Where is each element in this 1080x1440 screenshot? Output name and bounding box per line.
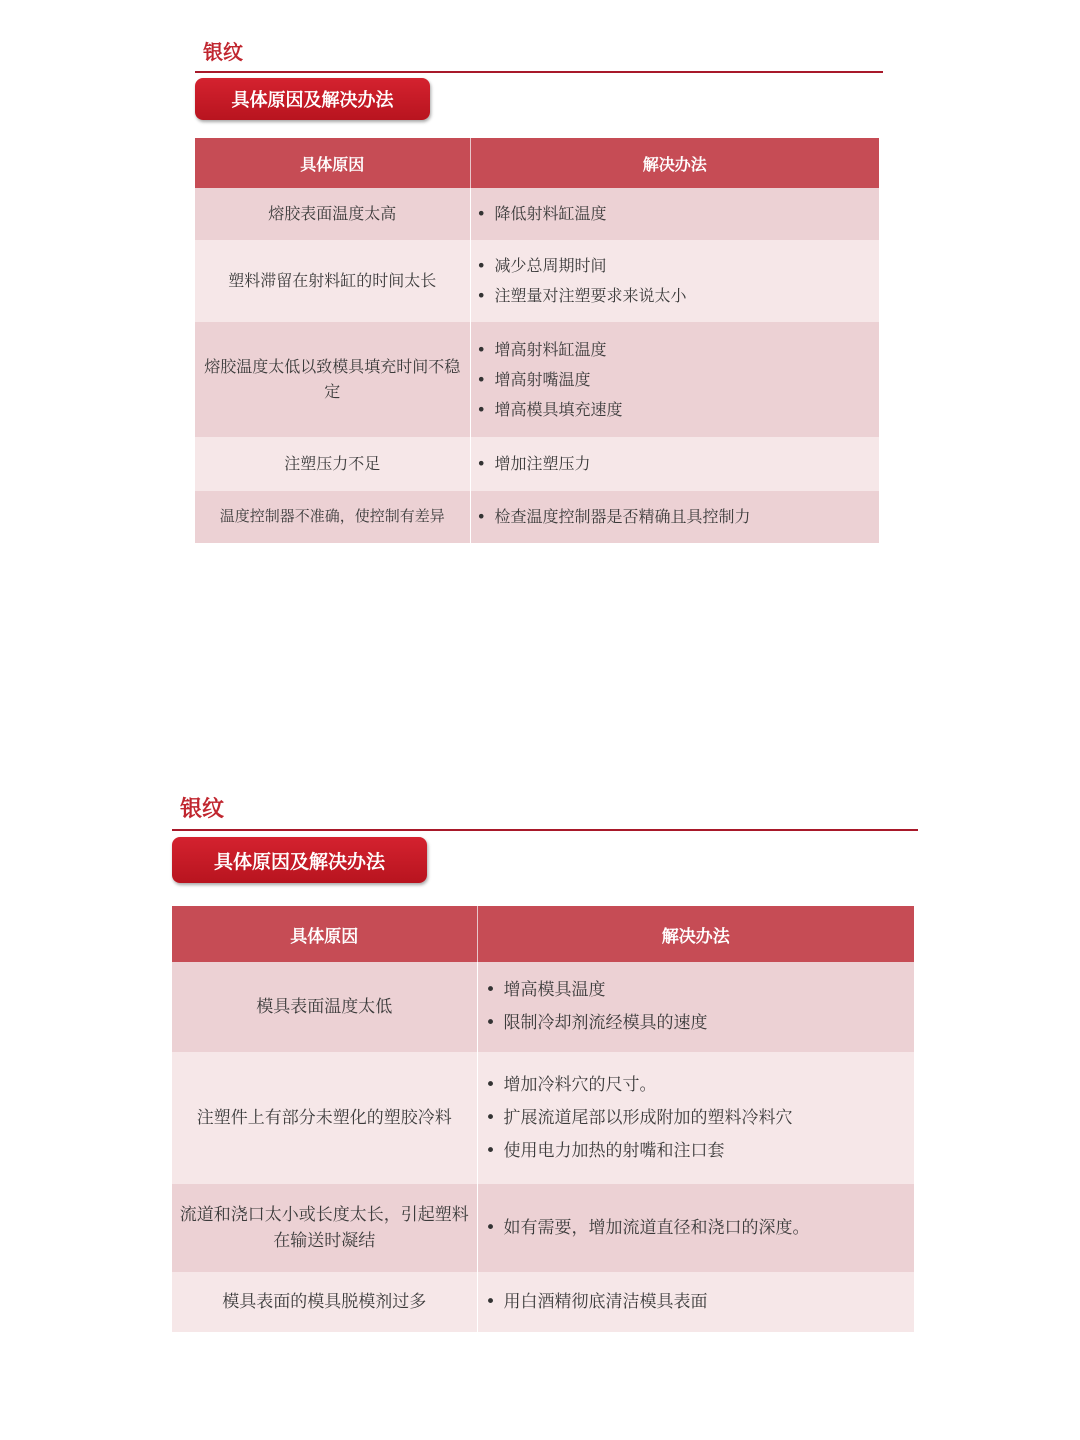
solution-list [478,1069,915,1168]
solution-item: • 用白酒精彻底清洁模具表面 [482,1286,915,1319]
cause-cell: 模具表面的模具脱模剂过多 [172,1272,477,1332]
solution-item: • 限制冷却剂流经模具的速度 [482,1007,915,1040]
solution-item: • 增加注塑压力 [473,449,880,479]
solution-list [478,1286,915,1319]
table-row [195,437,879,491]
solution-cell [477,1184,914,1272]
solution-item: • 增高射嘴温度 [473,365,880,395]
table-header-row [195,138,879,188]
solution-cell [477,1052,914,1184]
solution-cell [470,437,879,491]
cause-cell: 塑料滞留在射料缸的时间太长 [195,240,470,322]
cause-cell: 温度控制器不准确，使控制有差异 [195,491,470,543]
table-row [195,188,879,240]
solution-item: • 减少总周期时间 [473,251,880,281]
cause-cell: 熔胶表面温度太高 [195,188,470,240]
solution-list [471,335,880,425]
header-solution: 解决办法 [470,138,879,188]
solution-list [471,502,880,532]
solution-cell [470,322,879,437]
section-badge: 具体原因及解决办法 [172,837,427,883]
header-cause: 具体原因 [172,906,477,962]
solution-item: • 使用电力加热的射嘴和注口套 [482,1135,915,1168]
solution-item: • 扩展流道尾部以形成附加的塑料冷料穴 [482,1102,915,1135]
solution-list [471,449,880,479]
solution-item: • 检查温度控制器是否精确且具控制力 [473,502,880,532]
solution-item: • 增高模具填充速度 [473,395,880,425]
cause-cell: 注塑件上有部分未塑化的塑胶冷料 [172,1052,477,1184]
solution-item: • 注塑量对注塑要求来说太小 [473,281,880,311]
table-row [172,1052,914,1184]
cause-solution-table [172,906,914,1332]
cause-solution-table [195,138,879,543]
solution-list [471,251,880,311]
cause-cell: 流道和浇口太小或长度太长，引起塑料在输送时凝结 [172,1184,477,1272]
table-row [172,1272,914,1332]
solution-item: • 增加冷料穴的尺寸。 [482,1069,915,1102]
solution-item: • 如有需要，增加流道直径和浇口的深度。 [482,1212,915,1245]
solution-list [478,1212,915,1245]
table-row [172,962,914,1052]
cause-cell: 模具表面温度太低 [172,962,477,1052]
solution-cell [470,240,879,322]
solution-item: • 增高射料缸温度 [473,335,880,365]
slide-title: 银纹 [180,797,225,822]
solution-list [471,199,880,229]
title-divider [195,71,883,73]
table-row [195,491,879,543]
table-header-row [172,906,914,962]
table-row [195,322,879,437]
header-solution: 解决办法 [477,906,914,962]
solution-item: • 降低射料缸温度 [473,199,880,229]
solution-item: • 增高模具温度 [482,974,915,1007]
solution-cell [470,188,879,240]
table-row [195,240,879,322]
slide-title: 银纹 [203,40,243,64]
cause-cell: 注塑压力不足 [195,437,470,491]
solution-cell [477,962,914,1052]
table-row [172,1184,914,1272]
header-cause: 具体原因 [195,138,470,188]
solution-list [478,974,915,1040]
solution-cell [470,491,879,543]
cause-cell: 熔胶温度太低以致模具填充时间不稳定 [195,322,470,437]
solution-cell [477,1272,914,1332]
section-badge: 具体原因及解决办法 [195,78,430,120]
title-divider [172,829,918,831]
